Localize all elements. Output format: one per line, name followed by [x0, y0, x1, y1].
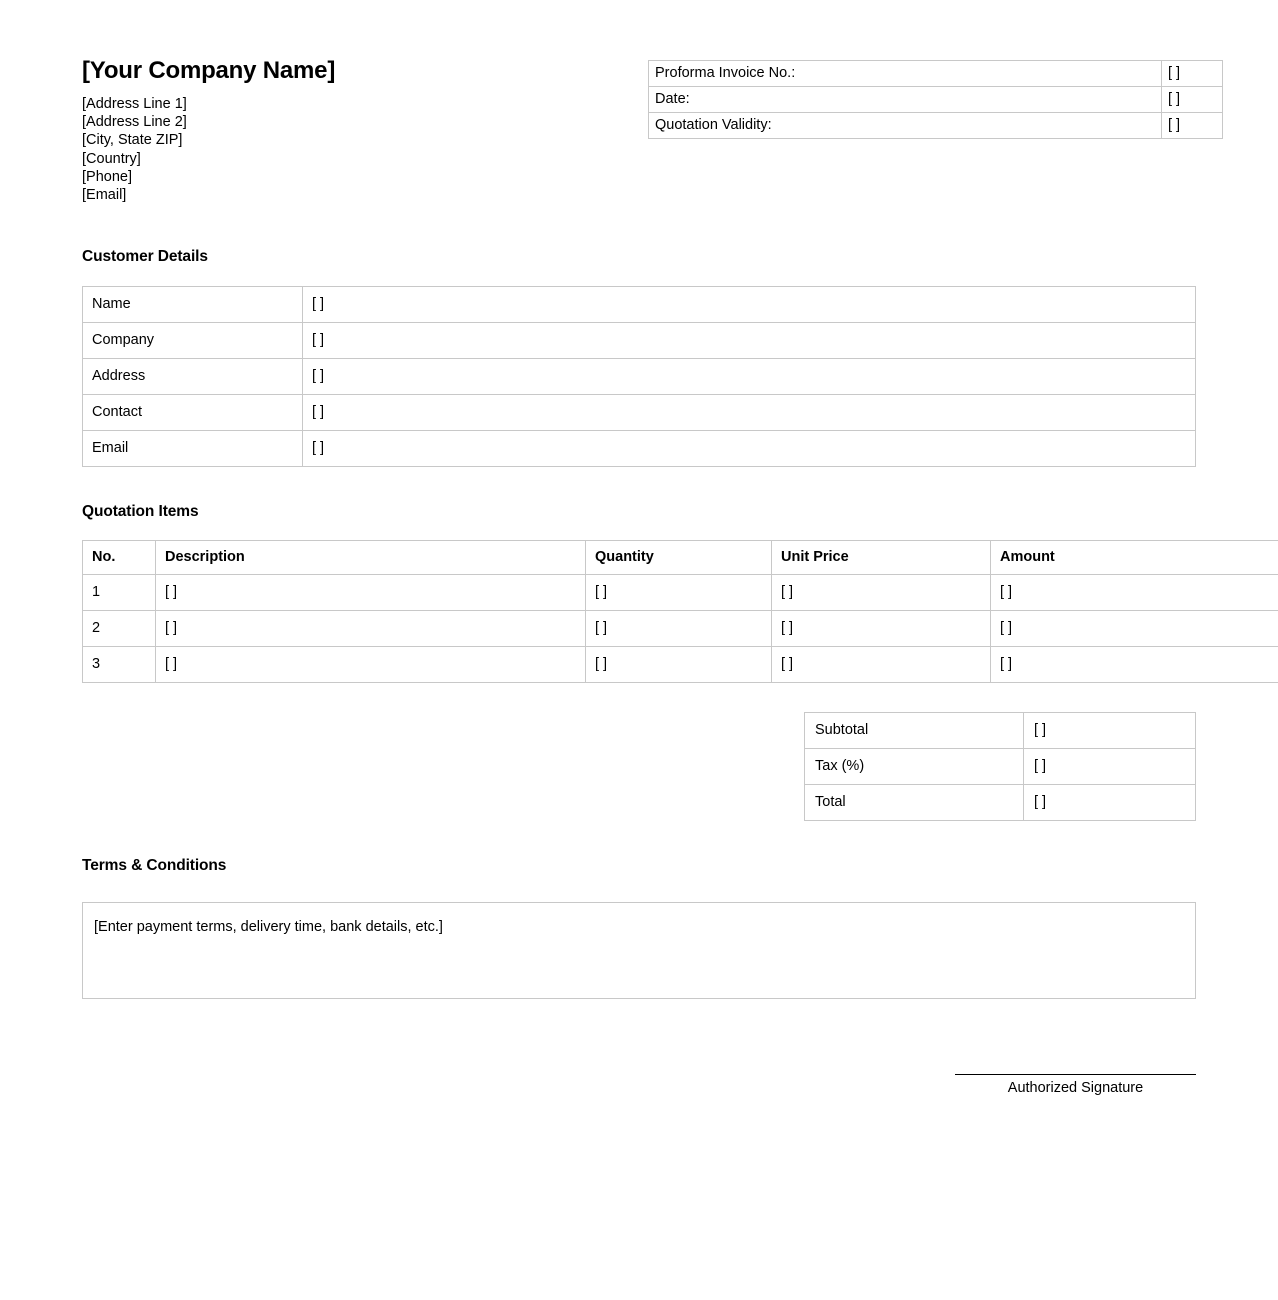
terms-placeholder-text: [Enter payment terms, delivery time, bank details, etc.] — [94, 919, 443, 935]
terms-and-conditions-textarea[interactable] — [82, 902, 1196, 999]
address-line-country: [Country] — [82, 150, 141, 167]
item-unit-price-1[interactable]: [ ] — [772, 575, 991, 611]
item-unit-price-2[interactable]: [ ] — [772, 611, 991, 647]
table-row — [83, 359, 1196, 395]
table-row — [649, 113, 1223, 139]
customer-label-email: Email — [83, 431, 303, 467]
table-header-row — [83, 541, 1278, 575]
meta-value-date[interactable]: [ ] — [1162, 87, 1223, 113]
item-amount-2[interactable]: [ ] — [991, 611, 1278, 647]
meta-label-invoice-no: Proforma Invoice No.: — [649, 61, 1162, 87]
totals-label-subtotal: Subtotal — [805, 713, 1024, 749]
item-amount-1[interactable]: [ ] — [991, 575, 1278, 611]
customer-label-address: Address — [83, 359, 303, 395]
item-no-2: 2 — [83, 611, 156, 647]
address-line-1: [Address Line 1] — [82, 96, 187, 112]
address-line-phone: [Phone] — [82, 168, 132, 185]
totals-value-total[interactable]: [ ] — [1024, 785, 1196, 821]
totals-label-total: Total — [805, 785, 1024, 821]
meta-label-quotation-validity: Quotation Validity: — [649, 113, 1162, 139]
customer-label-name: Name — [83, 287, 303, 323]
column-header-unit-price: Unit Price — [772, 541, 991, 575]
item-quantity-3[interactable]: [ ] — [586, 647, 772, 683]
customer-value-company[interactable]: [ ] — [303, 323, 1196, 359]
totals-value-subtotal[interactable]: [ ] — [1024, 713, 1196, 749]
item-unit-price-3[interactable]: [ ] — [772, 647, 991, 683]
item-description-2[interactable]: [ ] — [156, 611, 586, 647]
item-description-3[interactable]: [ ] — [156, 647, 586, 683]
meta-value-quotation-validity[interactable]: [ ] — [1162, 113, 1223, 139]
item-amount-3[interactable]: [ ] — [991, 647, 1278, 683]
address-line-email: [Email] — [82, 187, 127, 204]
quotation-items-table — [82, 540, 1278, 683]
customer-details-table — [82, 286, 1196, 467]
company-name: [Your Company Name] — [82, 57, 336, 84]
table-row — [83, 647, 1278, 683]
table-row — [83, 395, 1196, 431]
table-row — [83, 611, 1278, 647]
invoice-meta-table — [648, 60, 1223, 139]
quotation-items-heading: Quotation Items — [82, 503, 199, 520]
customer-details-heading: Customer Details — [82, 248, 208, 265]
column-header-amount: Amount — [991, 541, 1278, 575]
column-header-quantity: Quantity — [586, 541, 772, 575]
table-row — [83, 431, 1196, 467]
customer-value-email[interactable]: [ ] — [303, 431, 1196, 467]
table-row — [805, 749, 1196, 785]
table-row — [805, 785, 1196, 821]
customer-label-company: Company — [83, 323, 303, 359]
table-row — [649, 61, 1223, 87]
customer-value-contact[interactable]: [ ] — [303, 395, 1196, 431]
table-row — [805, 713, 1196, 749]
item-description-1[interactable]: [ ] — [156, 575, 586, 611]
company-address-block — [82, 95, 602, 204]
meta-value-invoice-no[interactable]: [ ] — [1162, 61, 1223, 87]
authorized-signature-label: Authorized Signature — [1007, 1080, 1144, 1096]
item-quantity-1[interactable]: [ ] — [586, 575, 772, 611]
company-header — [82, 56, 602, 204]
meta-label-date: Date: — [649, 87, 1162, 113]
customer-value-address[interactable]: [ ] — [303, 359, 1196, 395]
address-line-city-state-zip: [City, State ZIP] — [82, 132, 183, 149]
customer-value-name[interactable]: [ ] — [303, 287, 1196, 323]
totals-value-tax[interactable]: [ ] — [1024, 749, 1196, 785]
address-line-2: [Address Line 2] — [82, 114, 187, 131]
table-row — [649, 87, 1223, 113]
column-header-description: Description — [156, 541, 586, 575]
item-no-3: 3 — [83, 647, 156, 683]
customer-label-contact: Contact — [83, 395, 303, 431]
column-header-no: No. — [83, 541, 156, 575]
totals-label-tax: Tax (%) — [805, 749, 1024, 785]
terms-and-conditions-heading: Terms & Conditions — [82, 857, 227, 874]
table-row — [83, 575, 1278, 611]
table-row — [83, 323, 1196, 359]
item-quantity-2[interactable]: [ ] — [586, 611, 772, 647]
item-no-1: 1 — [83, 575, 156, 611]
table-row — [83, 287, 1196, 323]
authorized-signature-block — [955, 1074, 1196, 1097]
totals-table — [804, 712, 1196, 821]
